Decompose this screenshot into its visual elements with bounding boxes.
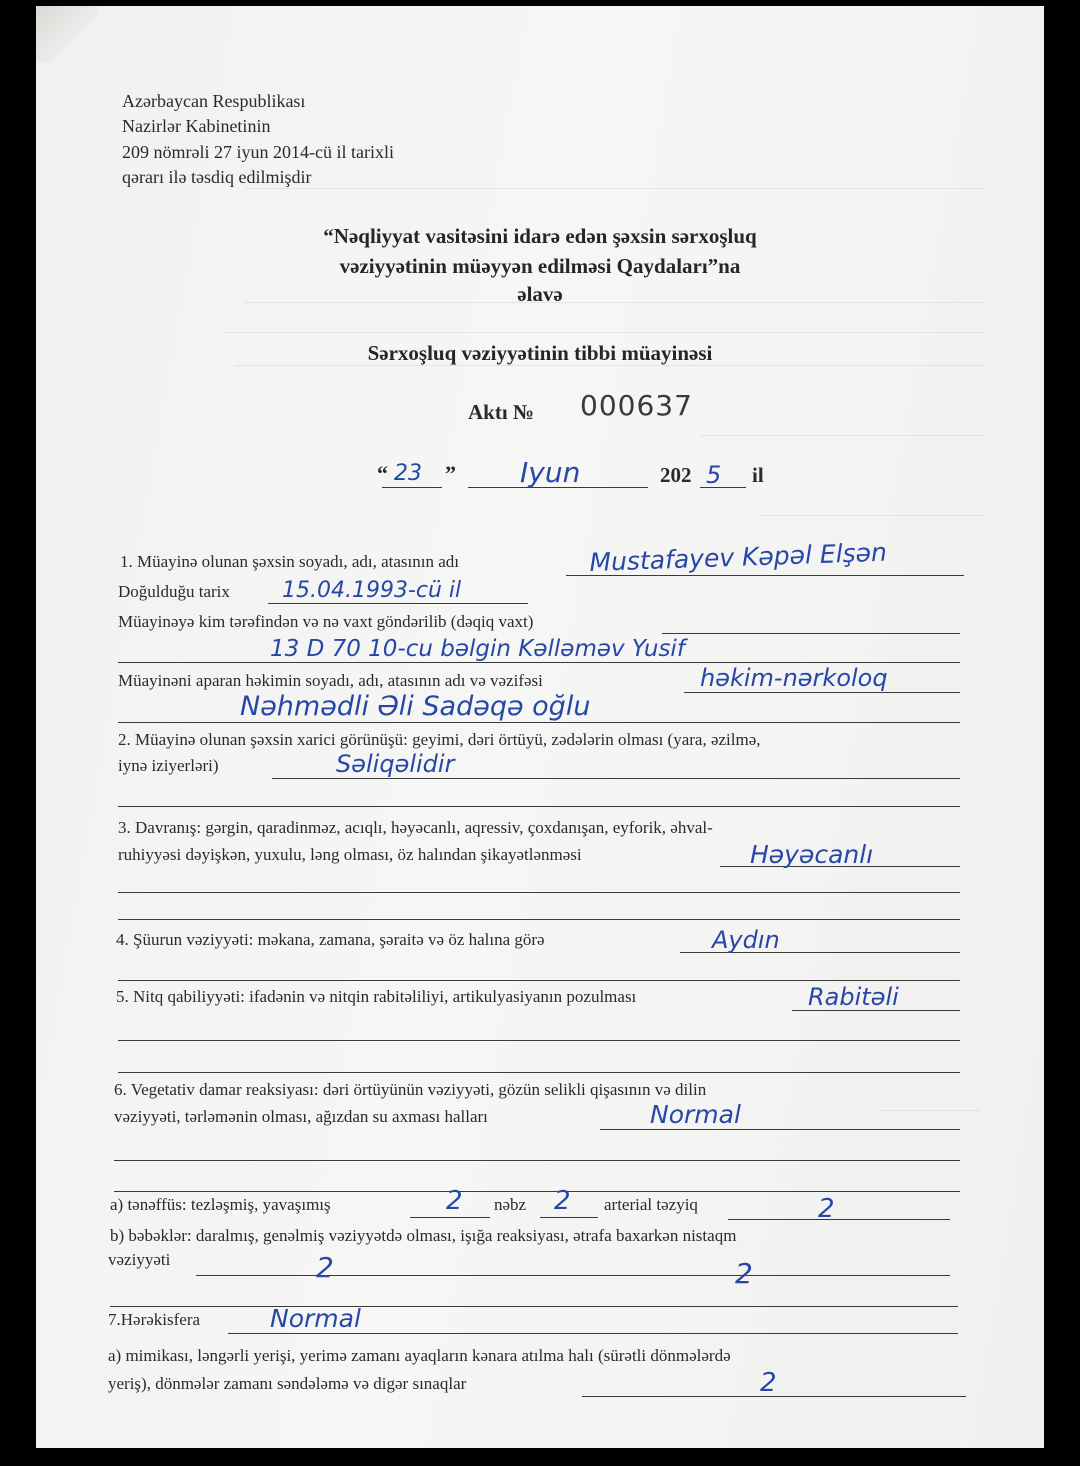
field-6-label-1: 6. Vegetativ damar reaksiyası: dəri örtüyünün vəziyyəti, gözün selikli qişasının və dilin: [114, 1080, 707, 1099]
header-line-3: 209 nömrəli 27 iyun 2014-cü il tarixli: [122, 142, 394, 162]
pulse-value: 2: [554, 1186, 571, 1216]
field-4-line-2: [118, 980, 960, 981]
sent-by-line-2: [118, 662, 960, 663]
field-4-value: Aydın: [712, 926, 780, 954]
pupils-line-2: [110, 1306, 958, 1307]
doctor-line-1: [684, 692, 960, 693]
field-7a-label-1: a) mimikası, ləngərli yerişi, yerimə zamanı ayaqların kənara atılma halı (sürətli dönmələrdə: [108, 1346, 731, 1365]
field-6-line-3: [114, 1191, 960, 1192]
field-1-value: Mustafayev Kəpəl Elşən: [588, 537, 888, 577]
field-3-label-1: 3. Davranış: gərgin, qaradinməz, acıqlı, həyəcanlı, aqressiv, çoxdanışan, eyforik, əhval-: [118, 818, 713, 837]
field-5-line-2: [118, 1040, 960, 1041]
header-line-1: Azərbaycan Respublikası: [122, 91, 306, 111]
field-7-line: [228, 1333, 958, 1334]
field-3-label-2: ruhiyyəsi dəyişkən, yuxulu, ləng olması, öz halından şikayətlənməsi: [118, 845, 582, 864]
blood-pressure-label: arterial təzyiq: [604, 1195, 698, 1214]
doctor-position-value: həkim-nərkoloq: [700, 664, 888, 692]
birth-date-line: [268, 603, 528, 604]
date-year-prefix: 202: [660, 463, 692, 487]
document-subtitle: Sərxoşluq vəziyyətinin tibbi müayinəsi: [367, 341, 713, 365]
date-suffix: il: [752, 463, 764, 487]
folded-corner: [36, 6, 98, 62]
date-close-quote: ”: [445, 461, 456, 486]
header-line-4: qərarı ilə təsdiq edilmişdir: [122, 167, 312, 187]
field-2-line-2: [118, 806, 960, 807]
blood-pressure-value: 2: [818, 1194, 835, 1224]
field-5-value: Rabitəli: [808, 983, 899, 1011]
pulse-label: nəbz: [494, 1195, 527, 1214]
pupils-label-1: b) bəbəklər: daralmış, genəlmiş vəziyyətdə olması, işığa reaksiyası, ətrafa baxarkən nistaqm: [110, 1226, 737, 1245]
title-line-2: vəziyyətinin müəyyən edilməsi Qaydaları”na: [339, 254, 741, 278]
doctor-name-value: Nəhmədli Əli Sadəqə oğlu: [240, 691, 591, 722]
field-6-line-2: [114, 1160, 960, 1161]
respiration-value: 2: [446, 1186, 463, 1216]
field-6-line-1: [600, 1129, 960, 1130]
field-3-line-2: [118, 892, 960, 893]
respiration-label: a) tənəffüs: tezləşmiş, yavaşımış: [110, 1195, 331, 1214]
birth-date-value: 15.04.1993-cü il: [282, 578, 462, 603]
field-3-line-3: [118, 919, 960, 920]
pulse-line: [540, 1217, 598, 1218]
act-label: Aktı №: [468, 400, 535, 424]
date-month: Iyun: [520, 456, 581, 489]
blood-pressure-line: [728, 1219, 950, 1220]
field-7-value: Normal: [270, 1304, 361, 1333]
header-line-2: Nazirlər Kabinetinin: [122, 116, 271, 136]
doctor-label: Müayinəni aparan həkimin soyadı, adı, atasının adı və vəzifəsi: [118, 671, 543, 690]
date-open-quote: “: [377, 461, 388, 486]
field-6-value: Normal: [650, 1100, 741, 1129]
birth-date-label: Doğulduğu tarix: [118, 582, 230, 601]
field-1-label: 1. Müayinə olunan şəxsin soyadı, adı, atasının adı: [120, 552, 459, 571]
field-4-label: 4. Şüurun vəziyyəti: məkana, zamana, şəraitə və öz halına görə: [116, 930, 545, 949]
field-6-label-2: vəziyyəti, tərləmənin olması, ağızdan su axması halları: [114, 1107, 488, 1126]
field-2-label-2: iynə iziyerləri): [118, 756, 219, 775]
sent-by-line-1: [662, 633, 960, 634]
doctor-line-2: [118, 722, 960, 723]
act-number: 000637: [580, 389, 693, 422]
day-line: [382, 487, 442, 488]
field-7a-label-2: yeriş), dönmələr zamanı səndələmə və digər sınaqlar: [108, 1374, 467, 1393]
pupils-line-1: [196, 1275, 950, 1276]
sent-by-label: Müayinəyə kim tərəfindən və nə vaxt göndərilib (dəqiq vaxt): [118, 612, 534, 631]
title-line-1: “Nəqliyyat vasitəsini idarə edən şəxsin sərxoşluq: [323, 224, 757, 248]
date-day: 23: [394, 461, 422, 486]
field-2-label-1: 2. Müayinə olunan şəxsin xarici görünüşü: geyimi, dəri örtüyü, zədələrin olması (yara, əzilmə,: [118, 730, 761, 749]
field-7-label: 7.Hərəkisfera: [108, 1310, 201, 1329]
field-2-line-1: [272, 778, 960, 779]
sent-by-value: 13 D 70 10-cu bəlgin Kəlləməv Yusif: [270, 636, 685, 662]
field-3-value: Həyəcanlı: [750, 840, 874, 869]
pupils-label-2: vəziyyəti: [108, 1250, 171, 1269]
field-5-line-3: [118, 1072, 960, 1073]
title-line-3: əlavə: [517, 282, 563, 306]
date-year-digit: 5: [706, 461, 722, 489]
field-2-value: Səliqəlidir: [336, 750, 455, 778]
pupils-value-1: 2: [316, 1251, 334, 1284]
field-5-label: 5. Nitq qabiliyyəti: ifadənin və nitqin rabitəliliyi, artikulyasiyanın pozulması: [116, 987, 637, 1006]
respiration-line: [410, 1217, 490, 1218]
pupils-value-2: 2: [735, 1257, 753, 1290]
field-7a-value: 2: [760, 1368, 777, 1398]
